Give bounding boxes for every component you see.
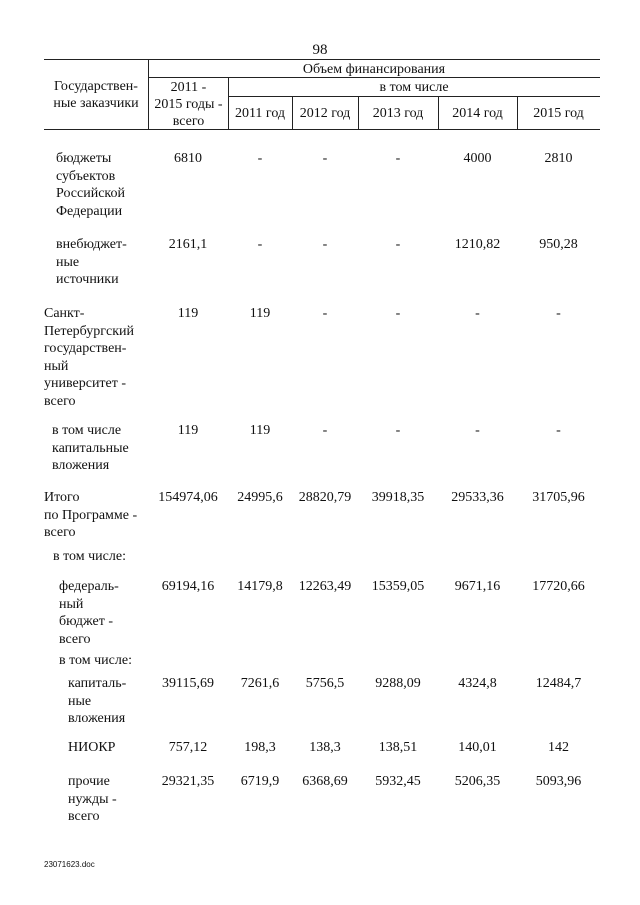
row-label — [68, 773, 117, 826]
header-year-2012: 2012 год — [299, 106, 351, 121]
header-customer-line: Государствен- — [54, 79, 138, 94]
cell-year-value: 5932,45 — [375, 774, 421, 789]
cell-year-value: - — [395, 423, 401, 438]
cell-total: 757,12 — [168, 740, 208, 755]
row-label-line: университет - — [44, 376, 127, 391]
row-label-line: в том числе: — [53, 549, 126, 564]
cell-year-value: - — [257, 151, 263, 166]
cell-total: 119 — [177, 306, 199, 321]
row-label-line: Федерации — [56, 203, 123, 219]
row-label — [52, 422, 129, 475]
row-label-line: нужды - — [68, 791, 117, 807]
cell-year-value: - — [395, 237, 401, 252]
cell-year-value: 29533,36 — [451, 490, 504, 505]
row-label — [56, 150, 125, 220]
cell-year-value: 14179,8 — [237, 579, 283, 594]
row-label-line: всего — [59, 631, 91, 647]
cell-year-value: 15359,05 — [371, 579, 425, 594]
row-label-line: Петербургский — [44, 323, 134, 339]
cell-year-value: - — [475, 423, 480, 438]
cell-year-value: 5756,5 — [305, 676, 345, 691]
row-label-line: внебюджет- — [56, 237, 127, 252]
row-label-line: вложения — [52, 458, 110, 473]
row-label-line: всего — [68, 809, 100, 824]
row-label-line: вложения — [68, 711, 126, 726]
row-label-line: в том числе: — [59, 653, 132, 668]
cell-year-value: 2810 — [544, 151, 573, 166]
row-label-line: источники — [56, 272, 119, 287]
page-number: 98 — [312, 42, 328, 58]
cell-total: 2161,1 — [168, 237, 208, 252]
row-label-line: всего — [44, 393, 76, 409]
row-label-line: ный — [59, 596, 84, 612]
row-label-line: бюджет - — [59, 614, 113, 629]
cell-year-value: 9288,09 — [375, 676, 421, 691]
cell-year-value: 24995,6 — [237, 490, 283, 505]
cell-year-value: - — [395, 306, 401, 321]
cell-year-value: - — [556, 423, 561, 438]
cell-total: 6810 — [174, 151, 202, 166]
row-label-line: по Программе - — [44, 507, 138, 523]
row-label-line: в том числе — [52, 423, 122, 438]
row-label-line: капитальные — [52, 440, 129, 456]
row-label-line: НИОКР — [68, 740, 116, 755]
row-label — [68, 739, 115, 757]
header-total-line: 2011 - — [170, 80, 207, 95]
row-label — [44, 489, 137, 542]
row-label-line: государствен- — [44, 341, 127, 356]
cell-total: 29321,35 — [161, 774, 215, 789]
header-year-2015: 2015 год — [533, 106, 584, 121]
row-label-line: ные — [56, 254, 80, 270]
cell-year-value: 31705,96 — [532, 490, 585, 505]
header-top-rule — [44, 59, 600, 60]
row-label-line: Итого — [44, 490, 80, 505]
footer-doc-name: 23071623.doc — [44, 860, 95, 869]
cell-year-value: - — [257, 237, 263, 252]
header-total-line: всего — [172, 114, 205, 129]
cell-year-value: 1210,82 — [454, 237, 501, 252]
cell-year-value: 4324,8 — [458, 676, 497, 691]
header-year-2013: 2013 год — [372, 106, 424, 121]
header-year-2014: 2014 год — [452, 106, 503, 121]
cell-year-value: - — [556, 306, 561, 321]
header-total — [149, 79, 228, 130]
cell-year-value: - — [475, 306, 480, 321]
row-label — [53, 548, 126, 566]
header-bottom-rule — [44, 129, 600, 130]
cell-year-value: - — [322, 423, 328, 438]
row-label — [44, 305, 134, 410]
cell-year-value: - — [322, 237, 328, 252]
cell-year-value: 12263,49 — [298, 579, 352, 594]
cell-year-value: 5093,96 — [535, 774, 582, 789]
row-label-line: прочие — [68, 774, 110, 789]
cell-total: 119 — [177, 423, 199, 438]
cell-year-value: 6719,9 — [240, 774, 280, 789]
row-label — [68, 675, 126, 728]
cell-total: 69194,16 — [161, 579, 215, 594]
cell-year-value: - — [322, 151, 328, 166]
cell-year-value: - — [322, 306, 328, 321]
row-label-line: капиталь- — [68, 676, 127, 691]
cell-year-value: 119 — [249, 423, 271, 438]
row-label-line: ные — [68, 693, 92, 709]
header-funding-volume: Объем финансирования — [302, 62, 446, 77]
cell-year-value: 7261,6 — [240, 676, 280, 691]
header-total-line: 2015 годы - — [154, 97, 223, 112]
cell-year-value: 28820,79 — [298, 490, 352, 505]
cell-year-value: 198,3 — [244, 740, 276, 755]
row-label — [59, 578, 119, 648]
header-including: в том числе — [379, 80, 449, 95]
cell-year-value: 9671,16 — [454, 579, 501, 594]
cell-year-value: 138,51 — [378, 740, 418, 755]
header-customer — [44, 78, 148, 112]
row-label-line: Санкт- — [44, 306, 85, 321]
header-year-2011: 2011 год — [234, 106, 286, 121]
cell-year-value: 950,28 — [539, 237, 578, 252]
including-rule — [228, 96, 600, 97]
row-label — [56, 236, 127, 289]
cell-year-value: - — [395, 151, 401, 166]
row-label-line: ный — [44, 358, 69, 374]
cell-year-value: 140,01 — [458, 740, 497, 755]
cell-year-value: 5206,35 — [454, 774, 501, 789]
row-label — [59, 652, 132, 670]
cell-year-value: 142 — [548, 740, 569, 755]
cell-year-value: 39918,35 — [371, 490, 425, 505]
cell-year-value: 138,3 — [309, 740, 341, 755]
cell-total: 39115,69 — [162, 676, 214, 691]
row-label-line: бюджеты — [56, 151, 112, 166]
cell-year-value: 4000 — [463, 151, 492, 166]
cell-year-value: 17720,66 — [532, 579, 585, 594]
cell-total: 154974,06 — [158, 490, 218, 505]
row-label-line: федераль- — [59, 579, 119, 594]
header-customer-line: ные заказчики — [53, 96, 139, 111]
cell-year-value: 119 — [249, 306, 271, 321]
cell-year-value: 6368,69 — [302, 774, 348, 789]
row-label-line: всего — [44, 525, 76, 540]
row-label-line: субъектов — [56, 168, 116, 184]
row-label-line: Российской — [56, 186, 125, 201]
cell-year-value: 12484,7 — [535, 676, 582, 691]
